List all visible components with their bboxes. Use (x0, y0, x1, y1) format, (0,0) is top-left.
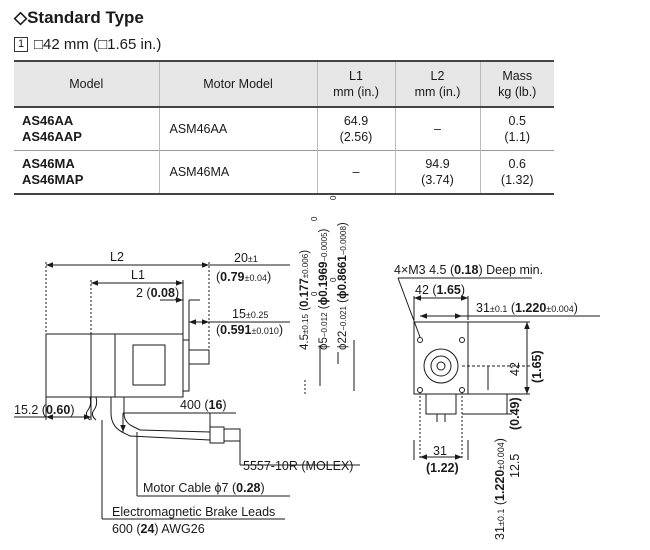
dim-phi22-vertical: ϕ22−0.021 (ϕ0.8661−0.0008) (337, 222, 349, 350)
header-motor-model: Motor Model (159, 61, 317, 107)
l1-cell: 64.9 (2.56) (317, 107, 395, 151)
zero-c: 0 (329, 195, 338, 200)
header-mass: Mass kg (lb.) (480, 61, 554, 107)
size-text: □42 mm (□1.65 in.) (34, 36, 162, 53)
l1-label: L1 (131, 268, 145, 282)
shaft-tolerance-labels (299, 195, 349, 350)
l1-cell: – (317, 151, 395, 195)
dim-165-side: (1.65) (530, 350, 544, 383)
model-cell: AS46AA AS46AAP (22, 113, 82, 144)
m3-label: 4×M3 4.5 (0.18) Deep min. (394, 263, 544, 277)
l2-label: L2 (110, 250, 124, 264)
dim-15: 15±0.25 (232, 307, 269, 321)
motor-front-view (414, 322, 468, 422)
mass-cell: 0.6 (1.32) (480, 151, 554, 195)
page-title: ◇Standard Type (14, 8, 144, 27)
zero-d: 0 (329, 277, 338, 282)
header-l1: L1 mm (in.) (317, 61, 395, 107)
connector-label: 5557-10R (MOLEX) (243, 459, 354, 473)
dim-42-side: 42 (508, 362, 522, 376)
zero-b: 0 (310, 291, 319, 296)
dim-079: (0.79±0.04) (216, 270, 272, 284)
dim-152: 15.2 (0.60) (14, 403, 75, 417)
motor-model-cell: ASM46AA (159, 107, 317, 151)
brake-leads-size: 600 (24) AWG26 (112, 522, 205, 536)
mass-cell: 0.5 (1.1) (480, 107, 554, 151)
l2-cell: 94.9 (3.74) (395, 151, 480, 195)
motor-cable-label: Motor Cable ϕ7 (0.28) (143, 481, 265, 495)
header-l2: L2 mm (in.) (395, 61, 480, 107)
brake-leads-label: Electromagnetic Brake Leads (112, 505, 276, 519)
zero-a: 0 (310, 216, 319, 221)
dim-400: 400 (16) (180, 398, 227, 412)
header-model: Model (14, 61, 159, 107)
dim-42-top: 42 (1.65) (415, 283, 466, 297)
dim-45-vertical: 4.5±0.15 (0.177±0.006) (299, 249, 311, 350)
dim-phi5-vertical: ϕ5−0.012 (ϕ0.1969−0.0005) (318, 228, 330, 350)
dim-31-top: 31±0.1 (1.220±0.004) (476, 301, 578, 315)
l2-cell: – (395, 107, 480, 151)
dim-125-vertical: 12.5 (508, 453, 522, 478)
dim-20: 20±1 (234, 251, 258, 265)
section-number: 1 (14, 37, 28, 52)
dim-122-bottom: (1.22) (426, 461, 459, 475)
model-cell: AS46MA AS46MAP (22, 156, 84, 187)
dim-049-vertical: (0.49) (508, 397, 522, 430)
front-view-labels (394, 263, 578, 540)
motor-model-cell: ASM46MA (159, 151, 317, 195)
dim-0591: (0.591±0.010) (216, 323, 284, 337)
motor-side-view (46, 334, 240, 443)
dim-31-vertical: 31±0.1 (1.220±0.004) (493, 438, 507, 540)
dim-31-bottom: 31 (433, 444, 447, 458)
dim-2: 2 (0.08) (136, 286, 180, 300)
